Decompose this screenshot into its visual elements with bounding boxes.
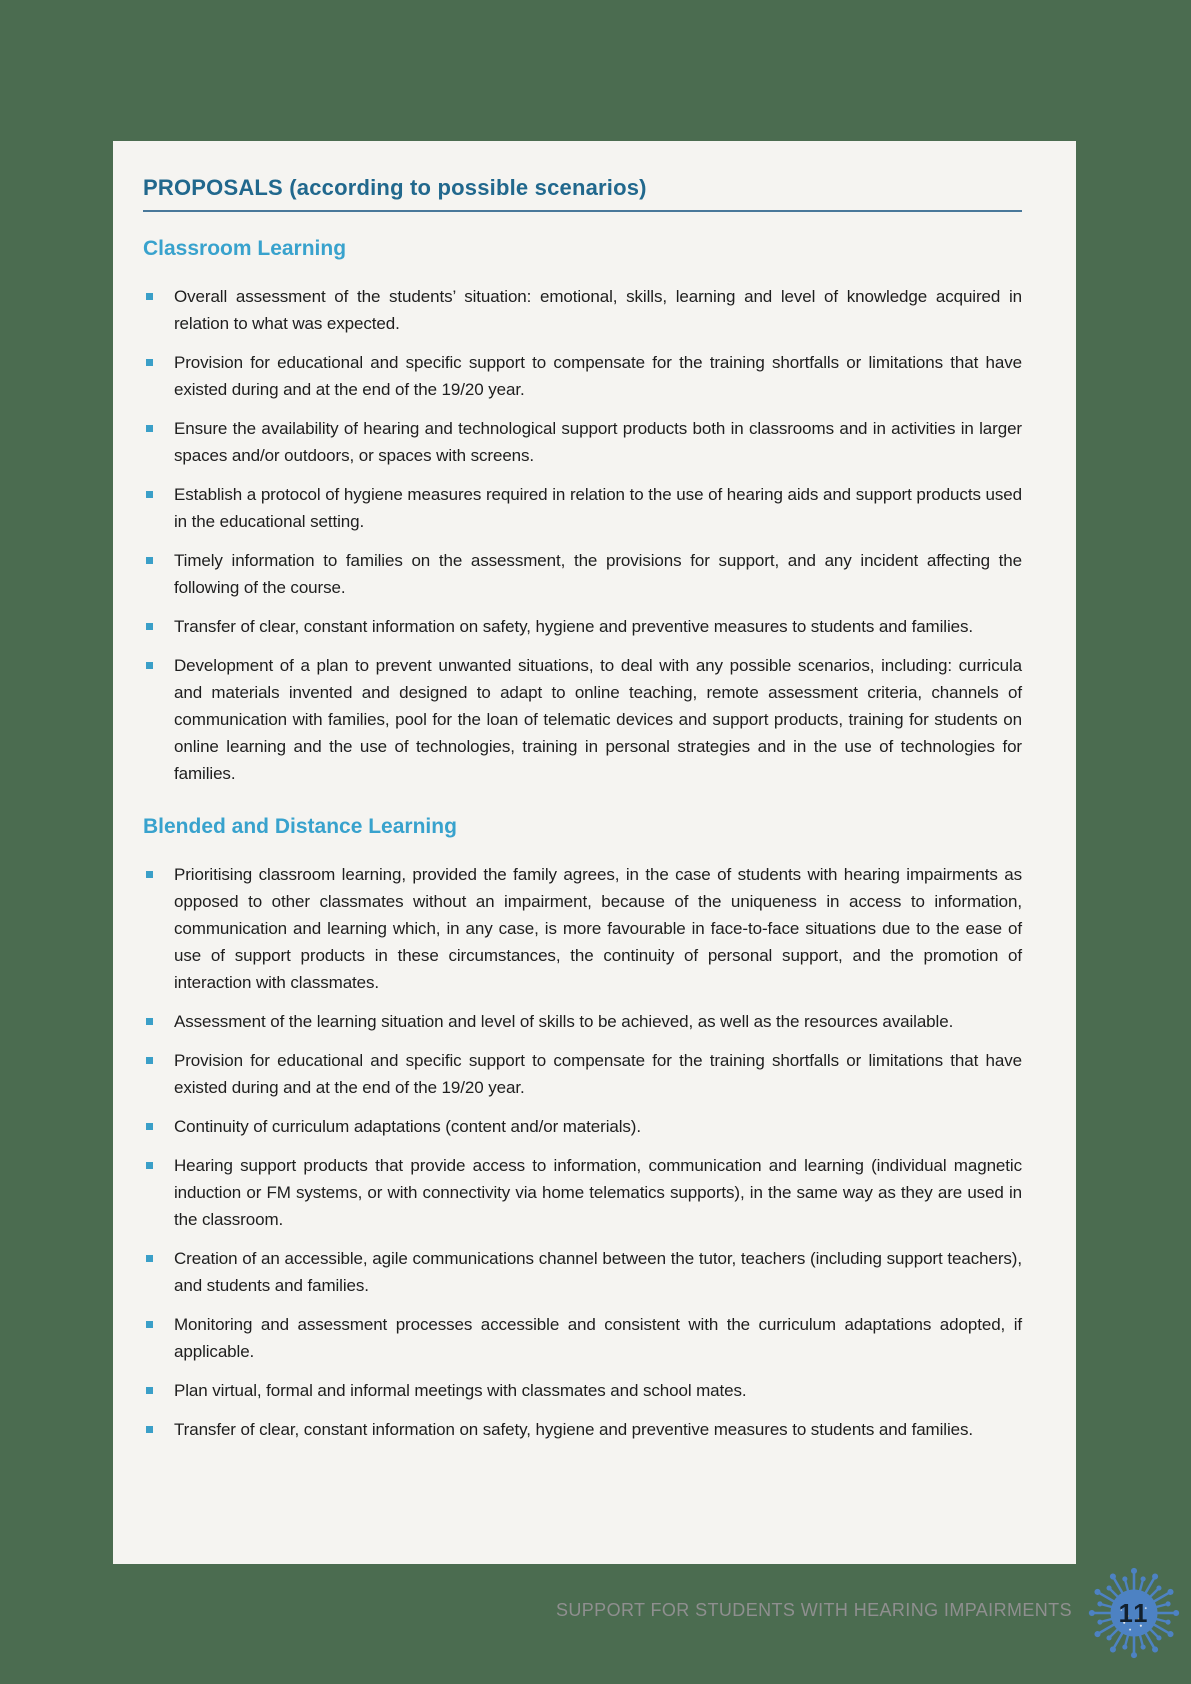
list-item <box>143 1047 1022 1101</box>
list-item <box>143 415 1022 469</box>
list-item <box>143 861 1022 996</box>
list-item <box>143 1113 1022 1140</box>
list-item-text: Provision for educational and specific support to compensate for the training shortfalls or limitations that have existed during and at the end of the 19/20 year. <box>174 353 1022 399</box>
section <box>143 237 1022 787</box>
bullet-square-icon <box>146 293 153 300</box>
bullet-square-icon <box>146 1057 153 1064</box>
list-item-text: Creation of an accessible, agile communications channel between the tutor, teachers (including support teachers), and students and families. <box>174 1249 1022 1295</box>
bullet-list <box>143 861 1022 1443</box>
list-item-text: Monitoring and assessment processes accessible and consistent with the curriculum adaptations adopted, if applicable. <box>174 1315 1022 1361</box>
list-item-text: Assessment of the learning situation and level of skills to be achieved, as well as the resources available. <box>174 1012 954 1031</box>
page-number: 11 <box>1118 1599 1150 1628</box>
list-item-text: Ensure the availability of hearing and technological support products both in classrooms and in activities in larger spaces and/or outdoors, or spaces with screens. <box>174 419 1022 465</box>
list-item-text: Continuity of curriculum adaptations (content and/or materials). <box>174 1117 641 1136</box>
list-item <box>143 481 1022 535</box>
bullet-square-icon <box>146 871 153 878</box>
section <box>143 815 1022 1443</box>
bullet-square-icon <box>146 1162 153 1169</box>
list-item-text: Provision for educational and specific support to compensate for the training shortfalls or limitations that have existed during and at the end of the 19/20 year. <box>174 1051 1022 1097</box>
bullet-square-icon <box>146 1426 153 1433</box>
list-item <box>143 1152 1022 1233</box>
list-item <box>143 652 1022 787</box>
page-footer <box>556 1564 1183 1662</box>
bullet-square-icon <box>146 1255 153 1262</box>
title-underline <box>143 210 1022 212</box>
bullet-square-icon <box>146 1321 153 1328</box>
section-heading: Classroom Learning <box>143 237 347 260</box>
bullet-square-icon <box>146 557 153 564</box>
bullet-square-icon <box>146 623 153 630</box>
bullet-list <box>143 283 1022 787</box>
bullet-square-icon <box>146 1123 153 1130</box>
list-item-text: Prioritising classroom learning, provided the family agrees, in the case of students with hearing impairments as opposed to other classmates without an impairment, because of the uniqueness in access to information, communication and learning which, in any case, is more favourable in face-to-face situations due to the ease of use of support products in these circumstances, the continuity of personal support, and the promotion of interaction with classmates. <box>174 865 1022 992</box>
list-item <box>143 1416 1022 1443</box>
virus-icon <box>1085 1564 1183 1662</box>
list-item-text: Transfer of clear, constant information on safety, hygiene and preventive measures to students and families. <box>174 617 974 636</box>
list-item <box>143 613 1022 640</box>
sections-container <box>143 237 1022 1443</box>
list-item <box>143 1311 1022 1365</box>
section-heading: Blended and Distance Learning <box>143 815 457 838</box>
footer-text: SUPPORT FOR STUDENTS WITH HEARING IMPAIRMENTS <box>555 1599 1072 1620</box>
bullet-square-icon <box>146 491 153 498</box>
list-item-text: Transfer of clear, constant information on safety, hygiene and preventive measures to students and families. <box>174 1420 974 1439</box>
list-item <box>143 283 1022 337</box>
list-item-text: Plan virtual, formal and informal meetings with classmates and school mates. <box>174 1381 747 1400</box>
bullet-square-icon <box>146 359 153 366</box>
list-item <box>143 349 1022 403</box>
content-card <box>113 141 1076 1564</box>
bullet-square-icon <box>146 1387 153 1394</box>
list-item-text: Timely information to families on the assessment, the provisions for support, and any incident affecting the following of the course. <box>174 551 1022 597</box>
bullet-square-icon <box>146 425 153 432</box>
list-item <box>143 1008 1022 1035</box>
bullet-square-icon <box>146 662 153 669</box>
list-item <box>143 1245 1022 1299</box>
page-title: PROPOSALS (according to possible scenarios) <box>143 175 647 200</box>
list-item-text: Overall assessment of the students’ situation: emotional, skills, learning and level of knowledge acquired in relation to what was expected. <box>174 287 1022 333</box>
list-item <box>143 1377 1022 1404</box>
bullet-square-icon <box>146 1018 153 1025</box>
list-item-text: Hearing support products that provide access to information, communication and learning (individual magnetic induction or FM systems, or with connectivity via home telematics supports), in the same way as they are used in the classroom. <box>174 1156 1022 1229</box>
list-item <box>143 547 1022 601</box>
list-item-text: Development of a plan to prevent unwanted situations, to deal with any possible scenarios, including: curricula and materials invented and designed to adapt to online teaching, remote assessment criteria, channels of communication with families, pool for the loan of telematic devices and support products, training for students on online learning and the use of technologies, training in personal strategies and in the use of technologies for families. <box>174 656 1022 783</box>
list-item-text: Establish a protocol of hygiene measures required in relation to the use of hearing aids and support products used in the educational setting. <box>174 485 1022 531</box>
